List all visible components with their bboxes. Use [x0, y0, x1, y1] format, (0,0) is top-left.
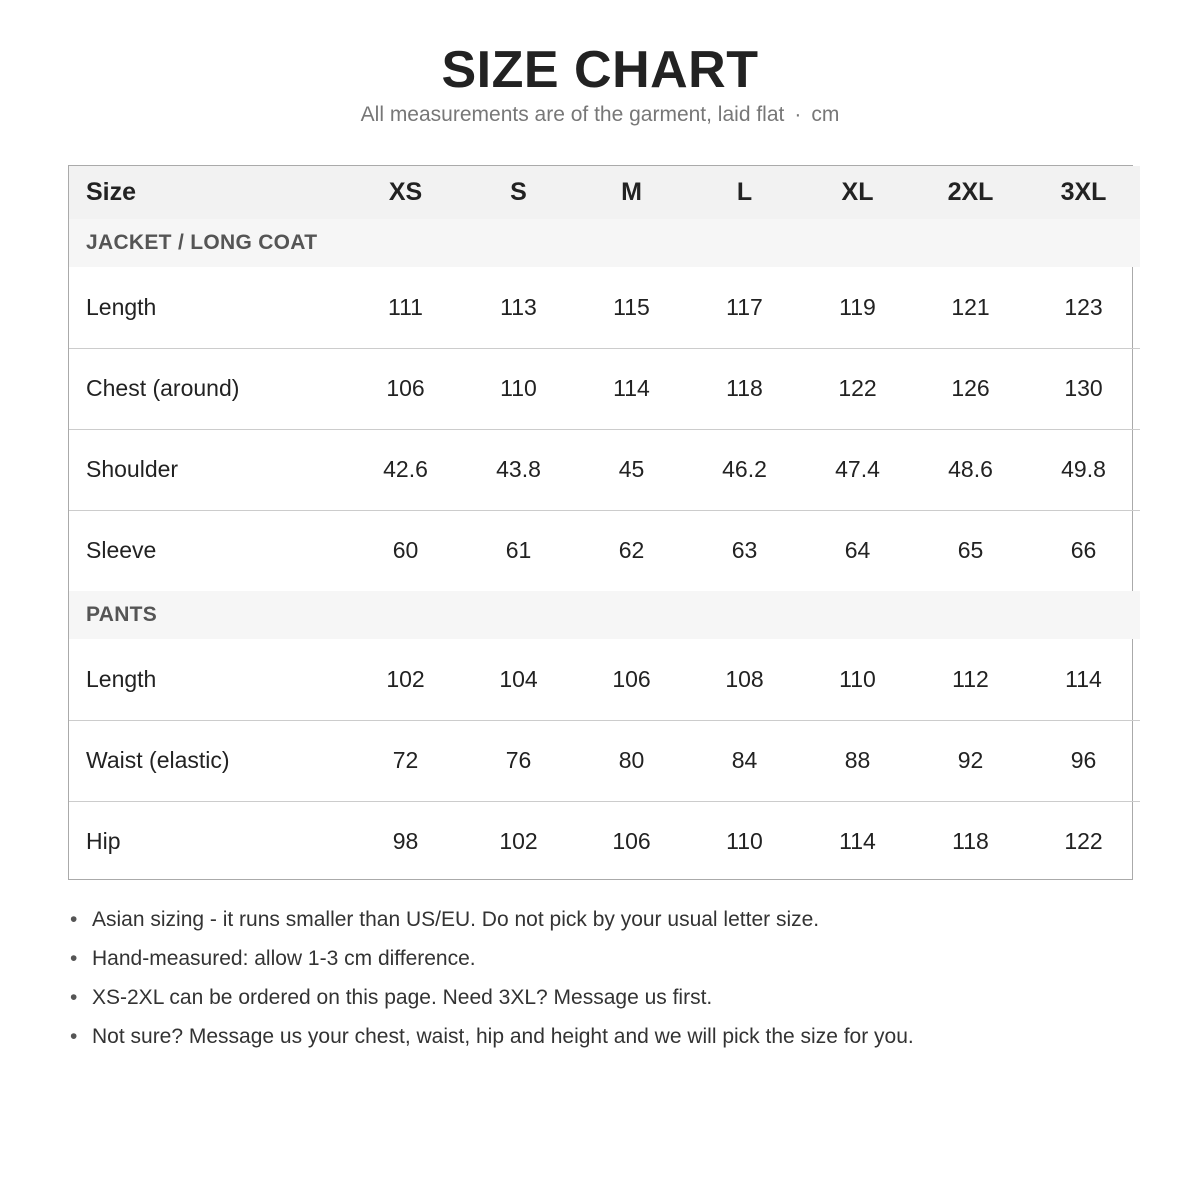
table-cell: 62	[618, 537, 645, 564]
table-cell: 88	[801, 720, 914, 801]
header-size-l: L	[736, 178, 753, 206]
table-row	[69, 348, 1140, 429]
notes-list	[70, 900, 1130, 1056]
table-cell: 108	[688, 639, 801, 720]
table-cell: 112	[914, 639, 1027, 720]
table-cell: 106	[349, 348, 462, 429]
table-cell: 115	[575, 267, 688, 348]
table-cell: 72	[349, 720, 462, 801]
table-cell: 114	[1027, 639, 1140, 720]
table-cell: 96	[1027, 720, 1140, 801]
table-cell: 130	[1027, 348, 1140, 429]
table-cell: 113	[462, 267, 575, 348]
table-cell: 110	[801, 639, 914, 720]
table-cell: 122	[1064, 828, 1103, 855]
table-cell: 49.8	[1027, 429, 1140, 510]
table-row	[69, 429, 1140, 510]
table-cell: 118	[952, 828, 989, 855]
section-title: JACKET / LONG COAT	[86, 231, 318, 254]
header-size-m: M	[621, 178, 642, 206]
header-size-label: Size	[86, 178, 137, 206]
table-row	[69, 510, 1140, 591]
table-cell: 102	[499, 828, 538, 855]
header-size-2xl: 2XL	[947, 178, 994, 206]
bullet: •	[70, 908, 78, 931]
page-subtitle	[0, 101, 1200, 129]
header-size-s: S	[510, 178, 527, 206]
table-cell: 117	[688, 267, 801, 348]
table-cell: 123	[1027, 267, 1140, 348]
size-chart-table	[68, 165, 1133, 880]
table-row	[69, 639, 1140, 720]
table-cell: 60	[392, 537, 419, 564]
table-row	[69, 801, 1140, 882]
section-row-jacket	[69, 219, 1140, 267]
subtitle-unit: cm	[811, 103, 840, 126]
table-cell: 118	[688, 348, 801, 429]
table-cell: 106	[612, 828, 651, 855]
table-cell: 98	[392, 828, 419, 855]
bullet: •	[70, 947, 78, 970]
table-cell: 111	[349, 267, 462, 348]
row-label: Length	[69, 639, 349, 720]
row-label: Sleeve	[86, 537, 157, 564]
table-cell: 66	[1070, 537, 1097, 564]
table-cell: 48.6	[914, 429, 1027, 510]
table-cell: 47.4	[801, 429, 914, 510]
table-cell: 102	[349, 639, 462, 720]
table-cell: 119	[801, 267, 914, 348]
table-cell: 104	[462, 639, 575, 720]
table-cell: 121	[914, 267, 1027, 348]
section-title: PANTS	[86, 603, 158, 626]
note-text: XS-2XL can be ordered on this page. Need 3XL? Message us first.	[92, 986, 713, 1009]
note-text: Asian sizing - it runs smaller than US/EU. Do not pick by your usual letter size.	[92, 908, 820, 931]
table-cell: 42.6	[349, 429, 462, 510]
subtitle-text: All measurements are of the garment, laid flat	[360, 103, 785, 126]
note-text: Not sure? Message us your chest, waist, hip and height and we will pick the size for you.	[92, 1025, 914, 1048]
list-item	[70, 900, 1130, 939]
list-item	[70, 939, 1130, 978]
section-row-pants	[69, 591, 1140, 639]
row-label: Shoulder	[69, 429, 349, 510]
list-item	[70, 978, 1130, 1017]
row-label: Chest (around)	[69, 348, 349, 429]
table-cell: 126	[914, 348, 1027, 429]
table-cell: 76	[462, 720, 575, 801]
table-cell: 43.8	[462, 429, 575, 510]
table-cell: 84	[688, 720, 801, 801]
header-size-xs: XS	[388, 178, 423, 206]
table-cell: 110	[726, 828, 763, 855]
table-cell: 122	[801, 348, 914, 429]
header-size-xl: XL	[841, 178, 874, 206]
row-label: Waist (elastic)	[69, 720, 349, 801]
subtitle-separator: ·	[794, 103, 802, 126]
header-size-3xl: 3XL	[1060, 178, 1107, 206]
table-cell: 45	[575, 429, 688, 510]
table-cell: 61	[505, 537, 532, 564]
table-cell: 114	[839, 828, 876, 855]
table-cell: 64	[844, 537, 871, 564]
table-cell: 63	[731, 537, 758, 564]
table-cell: 80	[575, 720, 688, 801]
table-row	[69, 720, 1140, 801]
row-label: Hip	[86, 828, 121, 855]
note-text: Hand-measured: allow 1-3 cm difference.	[92, 947, 476, 970]
table-cell: 65	[957, 537, 984, 564]
table-cell: 106	[575, 639, 688, 720]
table-cell: 46.2	[688, 429, 801, 510]
table-cell: 92	[914, 720, 1027, 801]
table-cell: 114	[575, 348, 688, 429]
bullet: •	[70, 986, 78, 1009]
table-cell: 110	[462, 348, 575, 429]
row-label: Length	[69, 267, 349, 348]
page-title: SIZE CHART	[441, 41, 759, 99]
table-row	[69, 267, 1140, 348]
bullet: •	[70, 1025, 78, 1048]
table-header-row	[69, 166, 1140, 219]
list-item	[70, 1017, 1130, 1056]
